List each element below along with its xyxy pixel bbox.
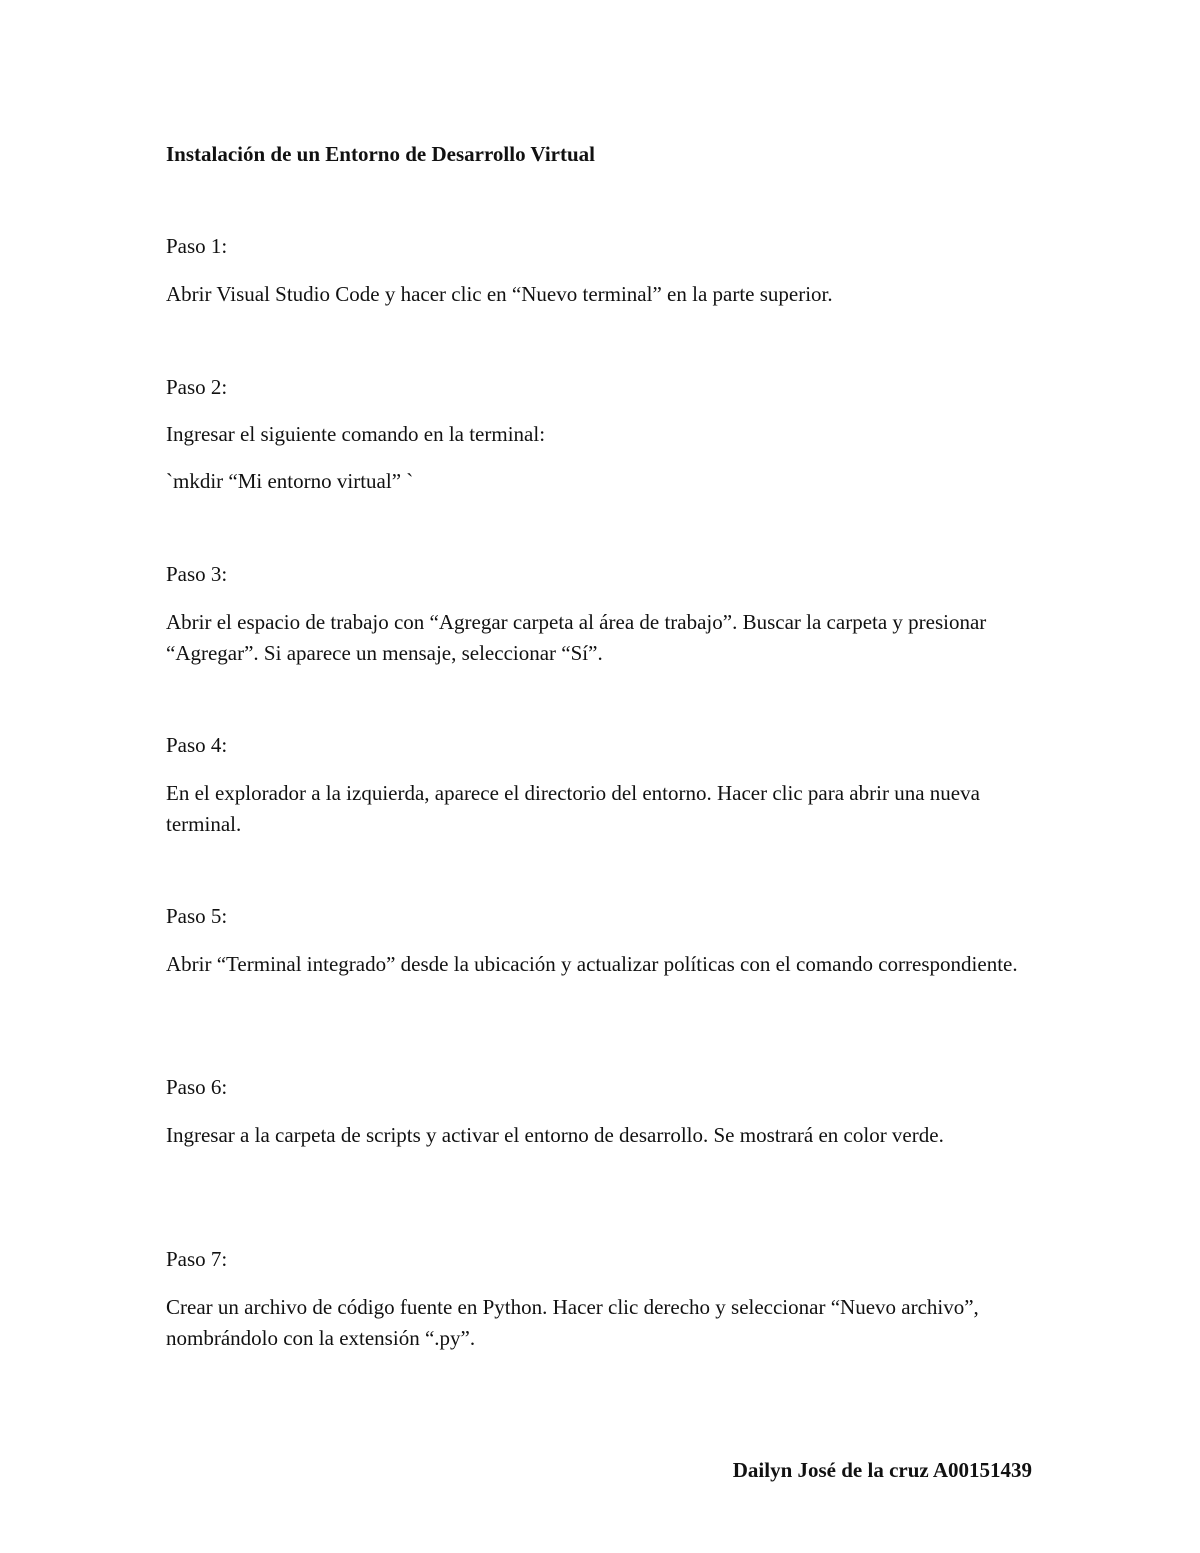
step-7 bbox=[166, 1245, 1036, 1354]
step-heading: Paso 1: bbox=[166, 234, 228, 258]
step-heading: Paso 2: bbox=[166, 375, 228, 399]
command-text: `mkdir “Mi entorno virtual” ` bbox=[166, 469, 414, 493]
author-signature: Dailyn José de la cruz A00151439 bbox=[732, 1458, 1032, 1482]
step-6 bbox=[166, 1073, 1036, 1151]
step-text: Abrir Visual Studio Code y hacer clic en “Nuevo terminal” en la parte superior. bbox=[166, 282, 833, 306]
step-heading: Paso 3: bbox=[166, 562, 228, 586]
step-2 bbox=[166, 373, 1036, 514]
step-4 bbox=[166, 731, 1036, 840]
step-heading: Paso 4: bbox=[166, 733, 228, 757]
step-text: Abrir “Terminal integrado” desde la ubicación y actualizar políticas con el comando correspondiente. bbox=[166, 952, 1018, 976]
step-1 bbox=[166, 232, 1036, 310]
step-text: Ingresar a la carpeta de scripts y activar el entorno de desarrollo. Se mostrará en color verde. bbox=[166, 1123, 944, 1147]
step-text: Ingresar el siguiente comando en la terminal: bbox=[166, 422, 546, 446]
step-text: En el explorador a la izquierda, aparece el directorio del entorno. Hacer clic para abrir una nueva terminal. bbox=[166, 781, 980, 836]
document-title: Instalación de un Entorno de Desarrollo Virtual bbox=[166, 142, 595, 166]
step-text: Crear un archivo de código fuente en Python. Hacer clic derecho y seleccionar “Nuevo archivo”, nombrándolo con la extensión “.py”. bbox=[166, 1295, 979, 1350]
step-heading: Paso 7: bbox=[166, 1247, 228, 1271]
step-heading: Paso 6: bbox=[166, 1075, 228, 1099]
step-3 bbox=[166, 560, 1036, 669]
step-5 bbox=[166, 902, 1036, 980]
step-heading: Paso 5: bbox=[166, 904, 228, 928]
step-text: Abrir el espacio de trabajo con “Agregar carpeta al área de trabajo”. Buscar la carpeta y presionar “Agregar”. Si aparece un mensaje, seleccionar “Sí”. bbox=[166, 610, 987, 665]
